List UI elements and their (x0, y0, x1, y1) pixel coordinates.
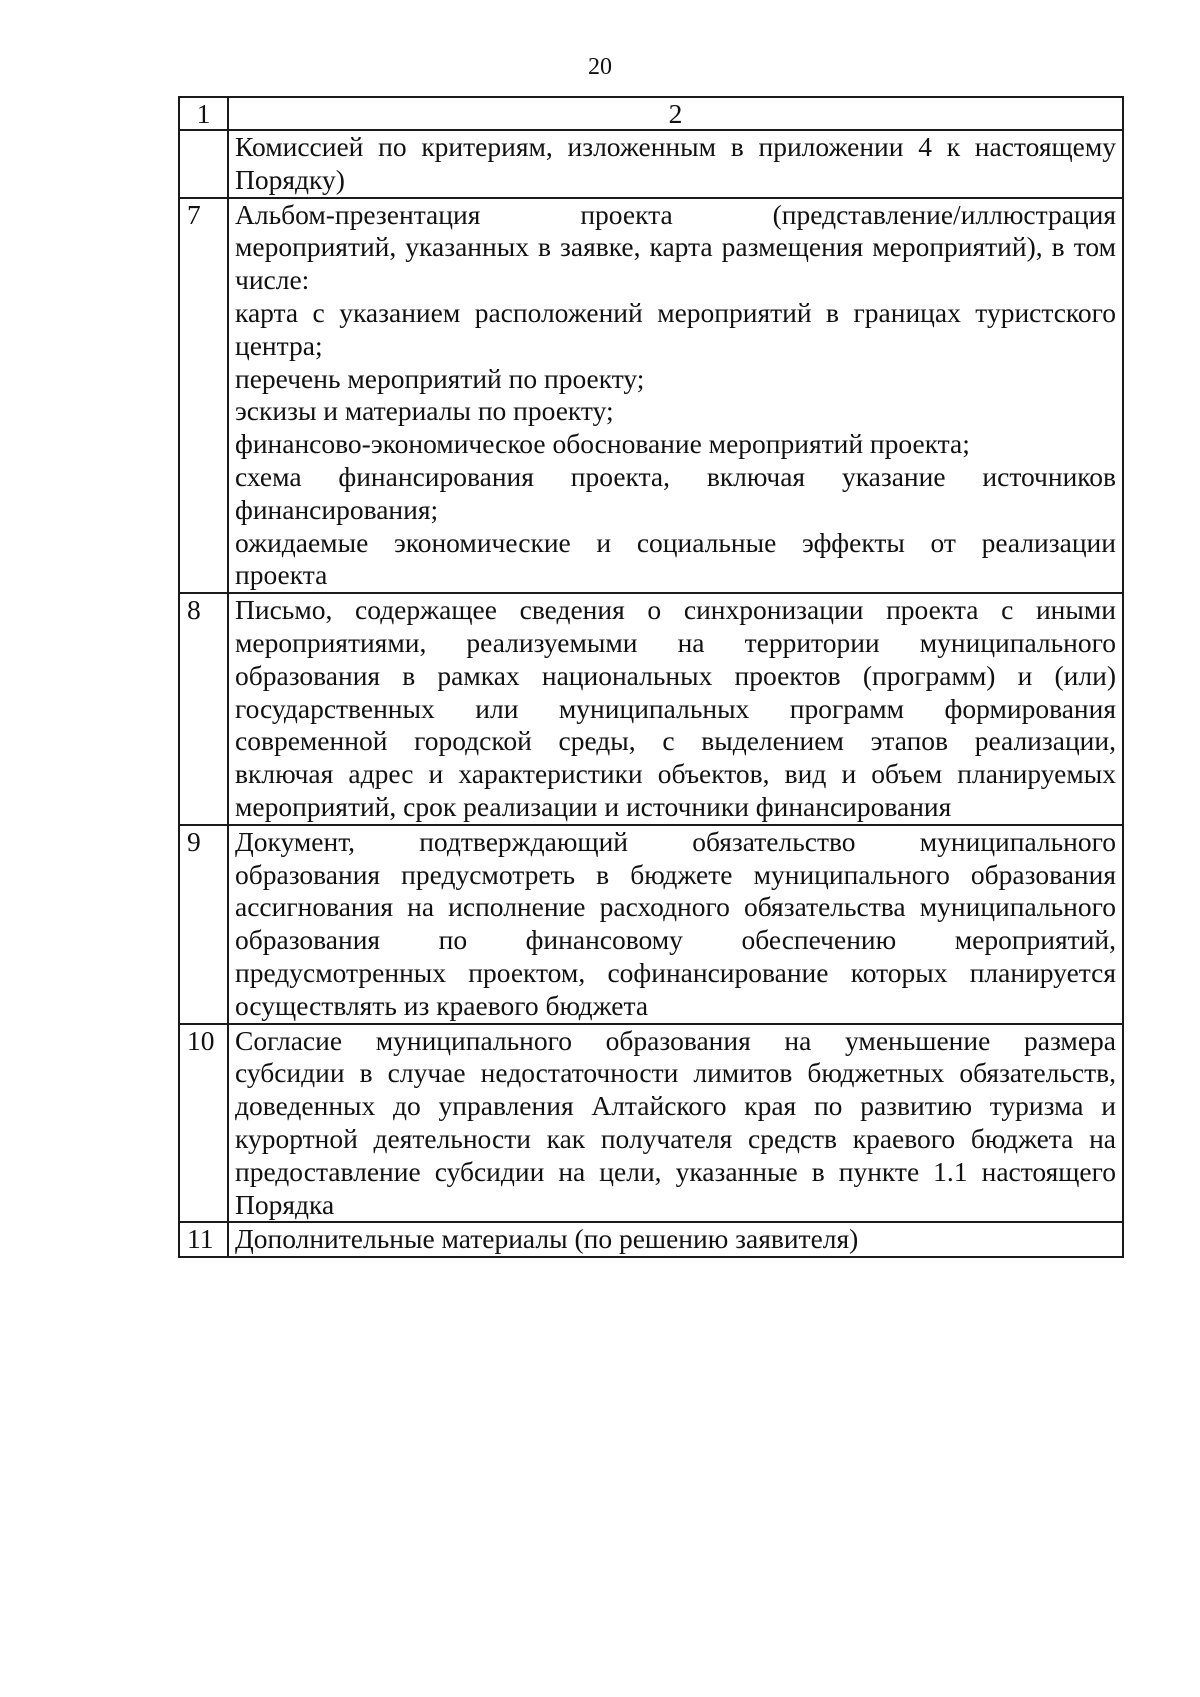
text-line: перечень мероприятий по проекту; (235, 362, 645, 394)
text-line: образования по финансовому обеспечению мероприятий, (235, 924, 1116, 956)
row-text (228, 593, 1123, 825)
row-text (228, 825, 1123, 1024)
text-line: Порядка (235, 1188, 335, 1220)
page-number: 20 (588, 54, 612, 80)
text-line: доведенных до управления Алтайского края по развитию туризма и (235, 1090, 1116, 1122)
text-line: проекта (235, 559, 328, 591)
text-line: финансово-экономическое обоснование мероприятий проекта; (235, 428, 970, 460)
row-number (179, 130, 228, 198)
text-line: Согласие муниципального образования на уменьшение размера (235, 1024, 1116, 1056)
row-text (228, 198, 1123, 594)
header-col-1: 1 (179, 97, 228, 130)
row-text (228, 130, 1123, 198)
text-line: государственных или муниципальных программ формирования (235, 692, 1116, 724)
text-line: эскизы и материалы по проекту; (235, 395, 614, 427)
text-line: мероприятий, указанных в заявке, карта размещения мероприятий), в том (235, 231, 1116, 263)
text-line: мероприятиями, реализуемыми на территории муниципального (235, 626, 1116, 658)
table-row (179, 825, 1123, 1024)
row-text (228, 1222, 1123, 1257)
table-row (179, 198, 1123, 594)
text-line: включая адрес и характеристики объектов, вид и объем планируемых (235, 758, 1116, 790)
row-number: 10 (179, 1024, 228, 1223)
text-line: схема финансирования проекта, включая указание источников (235, 460, 1116, 492)
text-line: Комиссией по критериям, изложенным в приложении 4 к настоящему (235, 131, 1116, 162)
text-line: центра; (235, 329, 323, 361)
table-row (179, 593, 1123, 825)
text-line: предоставление субсидии на цели, указанные в пункте 1.1 настоящего (235, 1155, 1116, 1187)
header-col-2: 2 (228, 97, 1123, 130)
text-line: финансирования; (235, 493, 439, 525)
text-line: Документ, подтверждающий обязательство муниципального (235, 825, 1116, 857)
text-line: Порядку) (235, 163, 345, 195)
text-line: Дополнительные материалы (по решению заявителя) (235, 1223, 859, 1255)
table-row (179, 1222, 1123, 1257)
text-line: предусмотренных проектом, софинансирование которых планируется (235, 956, 1116, 988)
row-number: 11 (179, 1222, 228, 1257)
table-header-row (179, 97, 1123, 130)
row-number: 7 (179, 198, 228, 594)
text-line: современной городской среды, с выделением этапов реализации, (235, 725, 1116, 757)
text-line: ожидаемые экономические и социальные эффекты от реализации (235, 526, 1116, 558)
text-line: ассигнования на исполнение расходного обязательства муниципального (235, 891, 1116, 923)
text-line: числе: (235, 264, 310, 296)
table-row (179, 130, 1123, 198)
row-text (228, 1024, 1123, 1223)
text-line: образования предусмотреть в бюджете муниципального образования (235, 858, 1116, 890)
text-line: осуществлять из краевого бюджета (235, 989, 649, 1021)
text-line: субсидии в случае недостаточности лимитов бюджетных обязательств, (235, 1057, 1116, 1089)
table-row (179, 1024, 1123, 1223)
text-line: образования в рамках национальных проектов (программ) и (или) (235, 659, 1116, 691)
text-line: мероприятий, срок реализации и источники финансирования (235, 790, 952, 822)
row-number: 8 (179, 593, 228, 825)
text-line: Альбом-презентация проекта (представление/иллюстрация (235, 198, 1116, 230)
text-line: курортной деятельности как получателя средств краевого бюджета на (235, 1122, 1116, 1154)
text-line: карта с указанием расположений мероприятий в границах туристского (235, 296, 1116, 328)
row-number: 9 (179, 825, 228, 1024)
documents-table (178, 96, 1124, 1258)
text-line: Письмо, содержащее сведения о синхронизации проекта с иными (235, 594, 1116, 626)
